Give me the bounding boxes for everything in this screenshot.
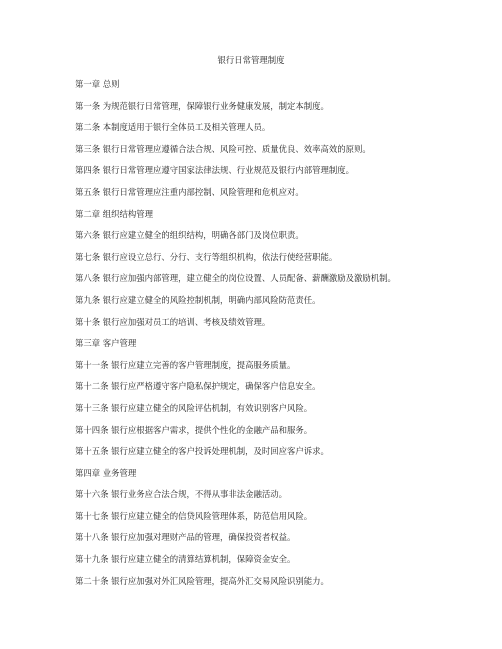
article-line: 第五条 银行日常管理应注重内部控制、风险管理和危机应对。 <box>75 186 304 197</box>
article-line: 第二十条 银行应加强对外汇风险管理，提高外汇交易风险识别能力。 <box>75 575 329 586</box>
article-line: 第十七条 银行应建立健全的信贷风险管理体系，防范信用风险。 <box>75 510 313 521</box>
article-line: 第十六条 银行业务应合法合规，不得从事非法金融活动。 <box>75 489 288 500</box>
chapter-heading: 第四章 业务管理 <box>75 467 137 478</box>
article-line: 第十条 银行应加强对员工的培训、考核及绩效管理。 <box>75 316 271 327</box>
article-line: 第三条 银行日常管理应遵循合法合规、风险可控、质量优良、效率高效的原则。 <box>75 143 371 154</box>
document-title: 银行日常管理制度 <box>217 55 285 65</box>
article-line: 第十八条 银行应加强对理财产品的管理，确保投资者权益。 <box>75 532 296 543</box>
article-line: 第七条 银行应设立总行、分行、支行等组织机构，依法行使经营职能。 <box>75 251 338 262</box>
article-line: 第八条 银行应加强内部管理，建立健全的岗位设置、人员配备、薪酬激励及激励机制。 <box>75 273 396 284</box>
article-line: 第九条 银行应建立健全的风险控制机制，明确内部风险防范责任。 <box>75 294 321 305</box>
article-line: 第四条 银行日常管理应遵守国家法律法规、行业规范及银行内部管理制度。 <box>75 165 355 176</box>
article-line: 第十五条 银行应建立健全的客户投诉处理机制，及时回应客户诉求。 <box>75 446 329 457</box>
article-line: 第六条 银行应建立健全的组织结构，明确各部门及岗位职责。 <box>75 230 304 241</box>
chapter-heading: 第二章 组织结构管理 <box>75 208 154 219</box>
article-line: 第十二条 银行应严格遵守客户隐私保护规定，确保客户信息安全。 <box>75 381 321 392</box>
article-line: 第十九条 银行应建立健全的清算结算机制，保障资金安全。 <box>75 554 296 565</box>
chapter-heading: 第三章 客户管理 <box>75 338 137 349</box>
article-line: 第十四条 银行应根据客户需求，提供个性化的金融产品和服务。 <box>75 424 313 435</box>
article-line: 第二条 本制度适用于银行全体员工及相关管理人员。 <box>75 122 271 133</box>
chapter-heading: 第一章 总则 <box>75 79 120 89</box>
article-line: 第十一条 银行应建立完善的客户管理制度，提高服务质量。 <box>75 359 296 370</box>
article-line: 第十三条 银行应建立健全的风险评估机制，有效识别客户风险。 <box>75 402 313 413</box>
article-line: 第一条 为规范银行日常管理，保障银行业务健康发展，制定本制度。 <box>75 100 329 111</box>
document-body <box>75 74 485 592</box>
